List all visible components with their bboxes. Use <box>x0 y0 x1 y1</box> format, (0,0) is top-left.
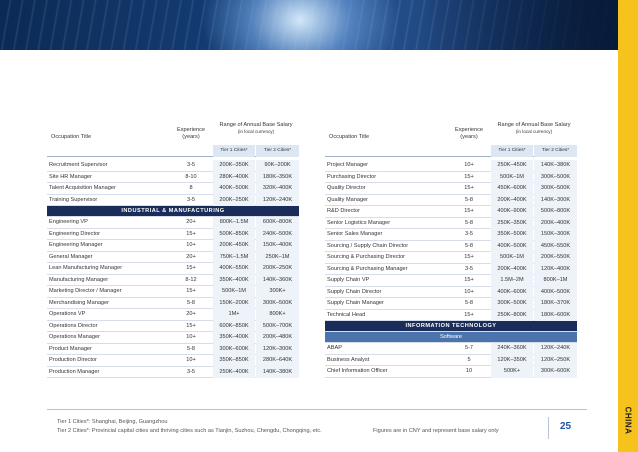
experience-cell: 8 <box>189 185 193 191</box>
right-rows-bottom <box>325 343 577 378</box>
tier1-salary-cell: 500K–850K <box>213 229 255 241</box>
tier2-salary-cell: 500K–700K <box>256 321 299 333</box>
tier2-salary-cell: 300K–500K <box>534 172 577 184</box>
occupation-cell: Operations VP <box>49 311 86 317</box>
table-row <box>47 275 299 287</box>
left-rows-top <box>47 160 299 206</box>
experience-cell: 15+ <box>464 254 474 260</box>
tier1-salary-cell: 400K–600K <box>491 287 533 299</box>
occupation-cell: Lean Manufacturing Manager <box>49 265 123 271</box>
tier2-salary-cell: 120K–400K <box>534 264 577 276</box>
occupation-cell: Engineering VP <box>49 219 88 225</box>
tier1-salary-cell: 400K–550K <box>213 263 255 275</box>
table-row <box>47 298 299 310</box>
occupation-cell: Talent Acquisition Manager <box>49 185 116 191</box>
experience-cell: 15+ <box>464 173 474 180</box>
tier2-salary-cell: 140K–380K <box>534 160 577 172</box>
table-header <box>47 113 299 157</box>
occupation-cell: Operations Director <box>49 322 98 329</box>
experience-cell: 5-8 <box>464 196 474 203</box>
tier1-salary-cell: 1.5M–2M <box>491 275 533 287</box>
tier2-salary-cell: 500K–800K <box>534 206 577 218</box>
occupation-cell: R&D Director <box>327 208 360 214</box>
tier1-salary-cell: 600K–850K <box>213 321 255 333</box>
tier2-salary-cell: 140K–380K <box>256 367 299 379</box>
table-row <box>47 367 299 379</box>
occupation-cell: Operations Manager <box>49 334 100 340</box>
left-rows-bottom <box>47 217 299 378</box>
experience-cell: 3-5 <box>186 368 196 375</box>
occupation-cell: Sourcing / Supply Chain Director <box>327 242 409 249</box>
tier1-salary-cell: 400K–500K <box>213 183 255 195</box>
experience-cell: 15+ <box>186 230 196 237</box>
table-row <box>47 217 299 229</box>
experience-cell: 15+ <box>186 322 196 329</box>
page-number: 25 <box>560 421 572 432</box>
tier1-salary-cell: 500K–1M <box>491 252 533 264</box>
table-row <box>47 252 299 264</box>
tier2-salary-cell: 300K–600K <box>534 366 577 378</box>
table-row <box>325 241 577 253</box>
experience-cell: 10 <box>465 368 473 374</box>
tier2-salary-cell: 120K–300K <box>256 344 299 356</box>
tier2-salary-cell: 180K–600K <box>534 310 577 322</box>
occupation-cell: Quality Director <box>327 185 366 191</box>
tier2-salary-cell: 90K–200K <box>256 160 299 172</box>
occupation-cell: Recruitment Supervisor <box>49 162 108 168</box>
table-row <box>325 252 577 264</box>
table-row <box>47 160 299 172</box>
table-header <box>325 113 577 157</box>
tier2-salary-cell: 300K–500K <box>534 183 577 195</box>
table-row <box>47 355 299 367</box>
occupation-cell: Product Manager <box>49 345 92 352</box>
tier2-salary-cell: 120K–240K <box>534 343 577 355</box>
occupation-cell: General Manager <box>49 253 93 260</box>
table-row <box>325 183 577 195</box>
section-industrial: INDUSTRIAL & MANUFACTURING <box>47 206 299 217</box>
experience-cell: 20+ <box>186 311 196 317</box>
table-row <box>47 286 299 298</box>
tier2-salary-cell: 200K–400K <box>534 218 577 230</box>
occupation-cell: Sourcing & Purchasing Manager <box>327 265 408 272</box>
experience-cell: 3-5 <box>186 162 196 168</box>
side-accent-strip <box>618 0 638 452</box>
occupation-cell: Engineering Manager <box>49 242 103 248</box>
tier1-salary-cell: 300K–600K <box>213 344 255 356</box>
tier1-salary-cell: 750K–1.5M <box>213 252 255 264</box>
tier2-salary-cell: 450K–550K <box>534 241 577 253</box>
table-row <box>325 172 577 184</box>
tier2-salary-cell: 180K–370K <box>534 298 577 310</box>
tier1-salary-cell: 120K–350K <box>491 355 533 367</box>
table-row <box>47 183 299 195</box>
tier2-salary-cell: 320K–400K <box>256 183 299 195</box>
tier1-salary-cell: 200K–250K <box>213 195 255 207</box>
tier1-salary-cell: 500K–1M <box>213 286 255 298</box>
tier1-salary-cell: 250K–400K <box>213 367 255 379</box>
tier2-salary-cell: 120K–240K <box>256 195 299 207</box>
occupation-cell: Supply Chain VP <box>327 277 370 283</box>
tier2-salary-cell: 400K–500K <box>534 287 577 299</box>
tier2-salary-cell: 200K–250K <box>256 263 299 275</box>
table-row <box>47 195 299 207</box>
experience-cell: 20+ <box>186 253 196 260</box>
experience-cell: 8-12 <box>185 276 197 283</box>
tier2-salary-cell: 600K–800K <box>256 217 299 229</box>
occupation-cell: Purchasing Director <box>327 173 377 180</box>
header-salary-range: Range of Annual Base Salary (in local currency) <box>497 122 571 134</box>
tier1-salary-cell: 200K–400K <box>491 264 533 276</box>
tier1-salary-cell: 1M+ <box>213 309 255 321</box>
experience-cell: 3-5 <box>186 196 196 203</box>
experience-cell: 3-5 <box>464 231 474 237</box>
table-row <box>47 172 299 184</box>
occupation-cell: Technical Head <box>327 311 366 318</box>
subsection-software: Software <box>325 332 577 343</box>
tier1-salary-cell: 400K–900K <box>491 206 533 218</box>
table-row <box>325 206 577 218</box>
tier1-salary-cell: 150K–200K <box>213 298 255 310</box>
tier1-salary-cell: 200K–450K <box>213 240 255 252</box>
figures-note: Figures are in CNY and represent base salary only <box>373 428 499 434</box>
occupation-cell: Production Manager <box>49 368 100 375</box>
occupation-cell: Senior Logistics Manager <box>327 219 391 226</box>
occupation-cell: Supply Chain Director <box>327 288 382 295</box>
table-row <box>325 218 577 230</box>
table-row <box>47 321 299 333</box>
tier2-salary-cell: 200K–550K <box>534 252 577 264</box>
tier1-salary-cell: 280K–400K <box>213 172 255 184</box>
tier2-salary-cell: 140K–360K <box>256 275 299 287</box>
header-occupation: Occupation Title <box>51 134 92 140</box>
experience-cell: 5-8 <box>186 345 196 352</box>
tier1-salary-cell: 350K–850K <box>213 355 255 367</box>
tier1-salary-cell: 350K–400K <box>213 332 255 344</box>
experience-cell: 15+ <box>464 185 474 191</box>
occupation-cell: Marketing Director / Manager <box>49 288 122 294</box>
experience-cell: 5-8 <box>464 219 474 226</box>
tier1-salary-cell: 300K–500K <box>491 298 533 310</box>
tier1-salary-cell: 250K–350K <box>491 218 533 230</box>
occupation-cell: Chief Information Officer <box>327 368 388 374</box>
experience-cell: 10+ <box>464 288 474 295</box>
experience-cell: 10+ <box>464 162 474 168</box>
table-row <box>325 366 577 378</box>
section-information-technology: INFORMATION TECHNOLOGY <box>325 321 577 332</box>
table-row <box>325 264 577 276</box>
header-salary-range: Range of Annual Base Salary (in local currency) <box>219 122 293 134</box>
header-occupation: Occupation Title <box>329 134 370 140</box>
header-banner-image <box>0 0 638 50</box>
tier1-salary-cell: 400K–500K <box>491 241 533 253</box>
table-row <box>325 343 577 355</box>
tier2-salary-cell: 800K+ <box>256 309 299 321</box>
tier2-salary-cell: 150K–400K <box>256 240 299 252</box>
tier2-salary-cell: 200K–480K <box>256 332 299 344</box>
tier2-salary-cell: 800K–1M <box>534 275 577 287</box>
table-row <box>47 229 299 241</box>
occupation-cell: Merchandising Manager <box>49 299 110 306</box>
occupation-cell: Production Director <box>49 357 97 363</box>
experience-cell: 5-8 <box>186 299 196 306</box>
tier1-salary-cell: 350K–400K <box>213 275 255 287</box>
experience-cell: 3-5 <box>464 265 474 272</box>
tier2-salary-cell: 180K–350K <box>256 172 299 184</box>
tier2-salary-cell: 300K–500K <box>256 298 299 310</box>
tier2-salary-cell: 300K+ <box>256 286 299 298</box>
occupation-cell: Site HR Manager <box>49 173 92 180</box>
tier1-salary-cell: 200K–350K <box>213 160 255 172</box>
occupation-cell: Business Analyst <box>327 356 370 363</box>
tier1-salary-cell: 350K–500K <box>491 229 533 241</box>
experience-cell: 10+ <box>186 357 196 363</box>
header-tier2: Tier 2 Cities* <box>534 145 577 157</box>
header-experience: Experience (years) <box>177 127 205 140</box>
tier2-salary-cell: 150K–300K <box>534 229 577 241</box>
country-side-label <box>620 400 636 440</box>
experience-cell: 15+ <box>464 277 474 283</box>
tier2-footnote: Tier 2 Cities*: Provincial capital cities and thriving cities such as Tianjin, Suzhou, Chengdu, Chongqing, etc. <box>57 428 322 434</box>
tier1-salary-cell: 500K–1M <box>491 172 533 184</box>
salary-table-right <box>325 113 577 378</box>
table-row <box>47 332 299 344</box>
header-tier1: Tier 1 Cities* <box>213 145 255 157</box>
header-tier2: Tier 2 Cities* <box>256 145 299 157</box>
footer-divider <box>47 409 587 410</box>
table-row <box>47 240 299 252</box>
tier2-salary-cell: 250K–1M <box>256 252 299 264</box>
experience-cell: 15+ <box>186 288 196 294</box>
experience-cell: 15+ <box>464 311 474 318</box>
occupation-cell: Sourcing & Purchasing Director <box>327 254 406 260</box>
occupation-cell: Project Manager <box>327 162 369 168</box>
table-row <box>47 309 299 321</box>
table-row <box>325 298 577 310</box>
occupation-cell: Manufacturing Manager <box>49 276 109 283</box>
tier1-salary-cell: 240K–360K <box>491 343 533 355</box>
table-row <box>47 263 299 275</box>
experience-cell: 10+ <box>186 334 196 340</box>
table-row <box>325 195 577 207</box>
tier2-salary-cell: 120K–250K <box>534 355 577 367</box>
occupation-cell: Training Supervisor <box>49 196 98 203</box>
experience-cell: 5-8 <box>464 242 474 249</box>
tier2-salary-cell: 240K–500K <box>256 229 299 241</box>
occupation-cell: Supply Chain Manager <box>327 300 384 306</box>
experience-cell: 20+ <box>186 219 196 225</box>
salary-table-left <box>47 113 299 378</box>
experience-cell: 15+ <box>464 208 474 214</box>
experience-cell: 8-10 <box>185 173 197 180</box>
table-row <box>325 229 577 241</box>
experience-cell: 5 <box>467 356 471 363</box>
table-row <box>325 287 577 299</box>
experience-cell: 10+ <box>186 242 196 248</box>
header-experience: Experience (years) <box>455 127 483 140</box>
header-tier1: Tier 1 Cities* <box>491 145 533 157</box>
experience-cell: 5-8 <box>464 300 474 306</box>
occupation-cell: ABAP <box>327 345 342 351</box>
tier1-salary-cell: 800K–1.5M <box>213 217 255 229</box>
occupation-cell: Engineering Director <box>49 230 100 237</box>
tier2-salary-cell: 280K–640K <box>256 355 299 367</box>
tier1-salary-cell: 450K–600K <box>491 183 533 195</box>
experience-cell: 5-7 <box>464 345 474 351</box>
tier2-salary-cell: 140K–300K <box>534 195 577 207</box>
table-row <box>47 344 299 356</box>
page-number-divider <box>548 417 549 439</box>
table-row <box>325 355 577 367</box>
tier1-salary-cell: 200K–400K <box>491 195 533 207</box>
tier1-salary-cell: 250K–450K <box>491 160 533 172</box>
table-row <box>325 275 577 287</box>
occupation-cell: Quality Manager <box>327 196 369 203</box>
country-label-text: CHINA <box>623 406 633 434</box>
right-rows-top <box>325 160 577 321</box>
tier1-salary-cell: 250K–800K <box>491 310 533 322</box>
tier1-footnote: Tier 1 Cities*: Shanghai, Beijing, Guangzhou <box>57 419 168 425</box>
table-row <box>325 310 577 322</box>
experience-cell: 15+ <box>186 265 196 271</box>
occupation-cell: Senior Sales Manager <box>327 231 383 237</box>
table-row <box>325 160 577 172</box>
tier1-salary-cell: 500K+ <box>491 366 533 378</box>
